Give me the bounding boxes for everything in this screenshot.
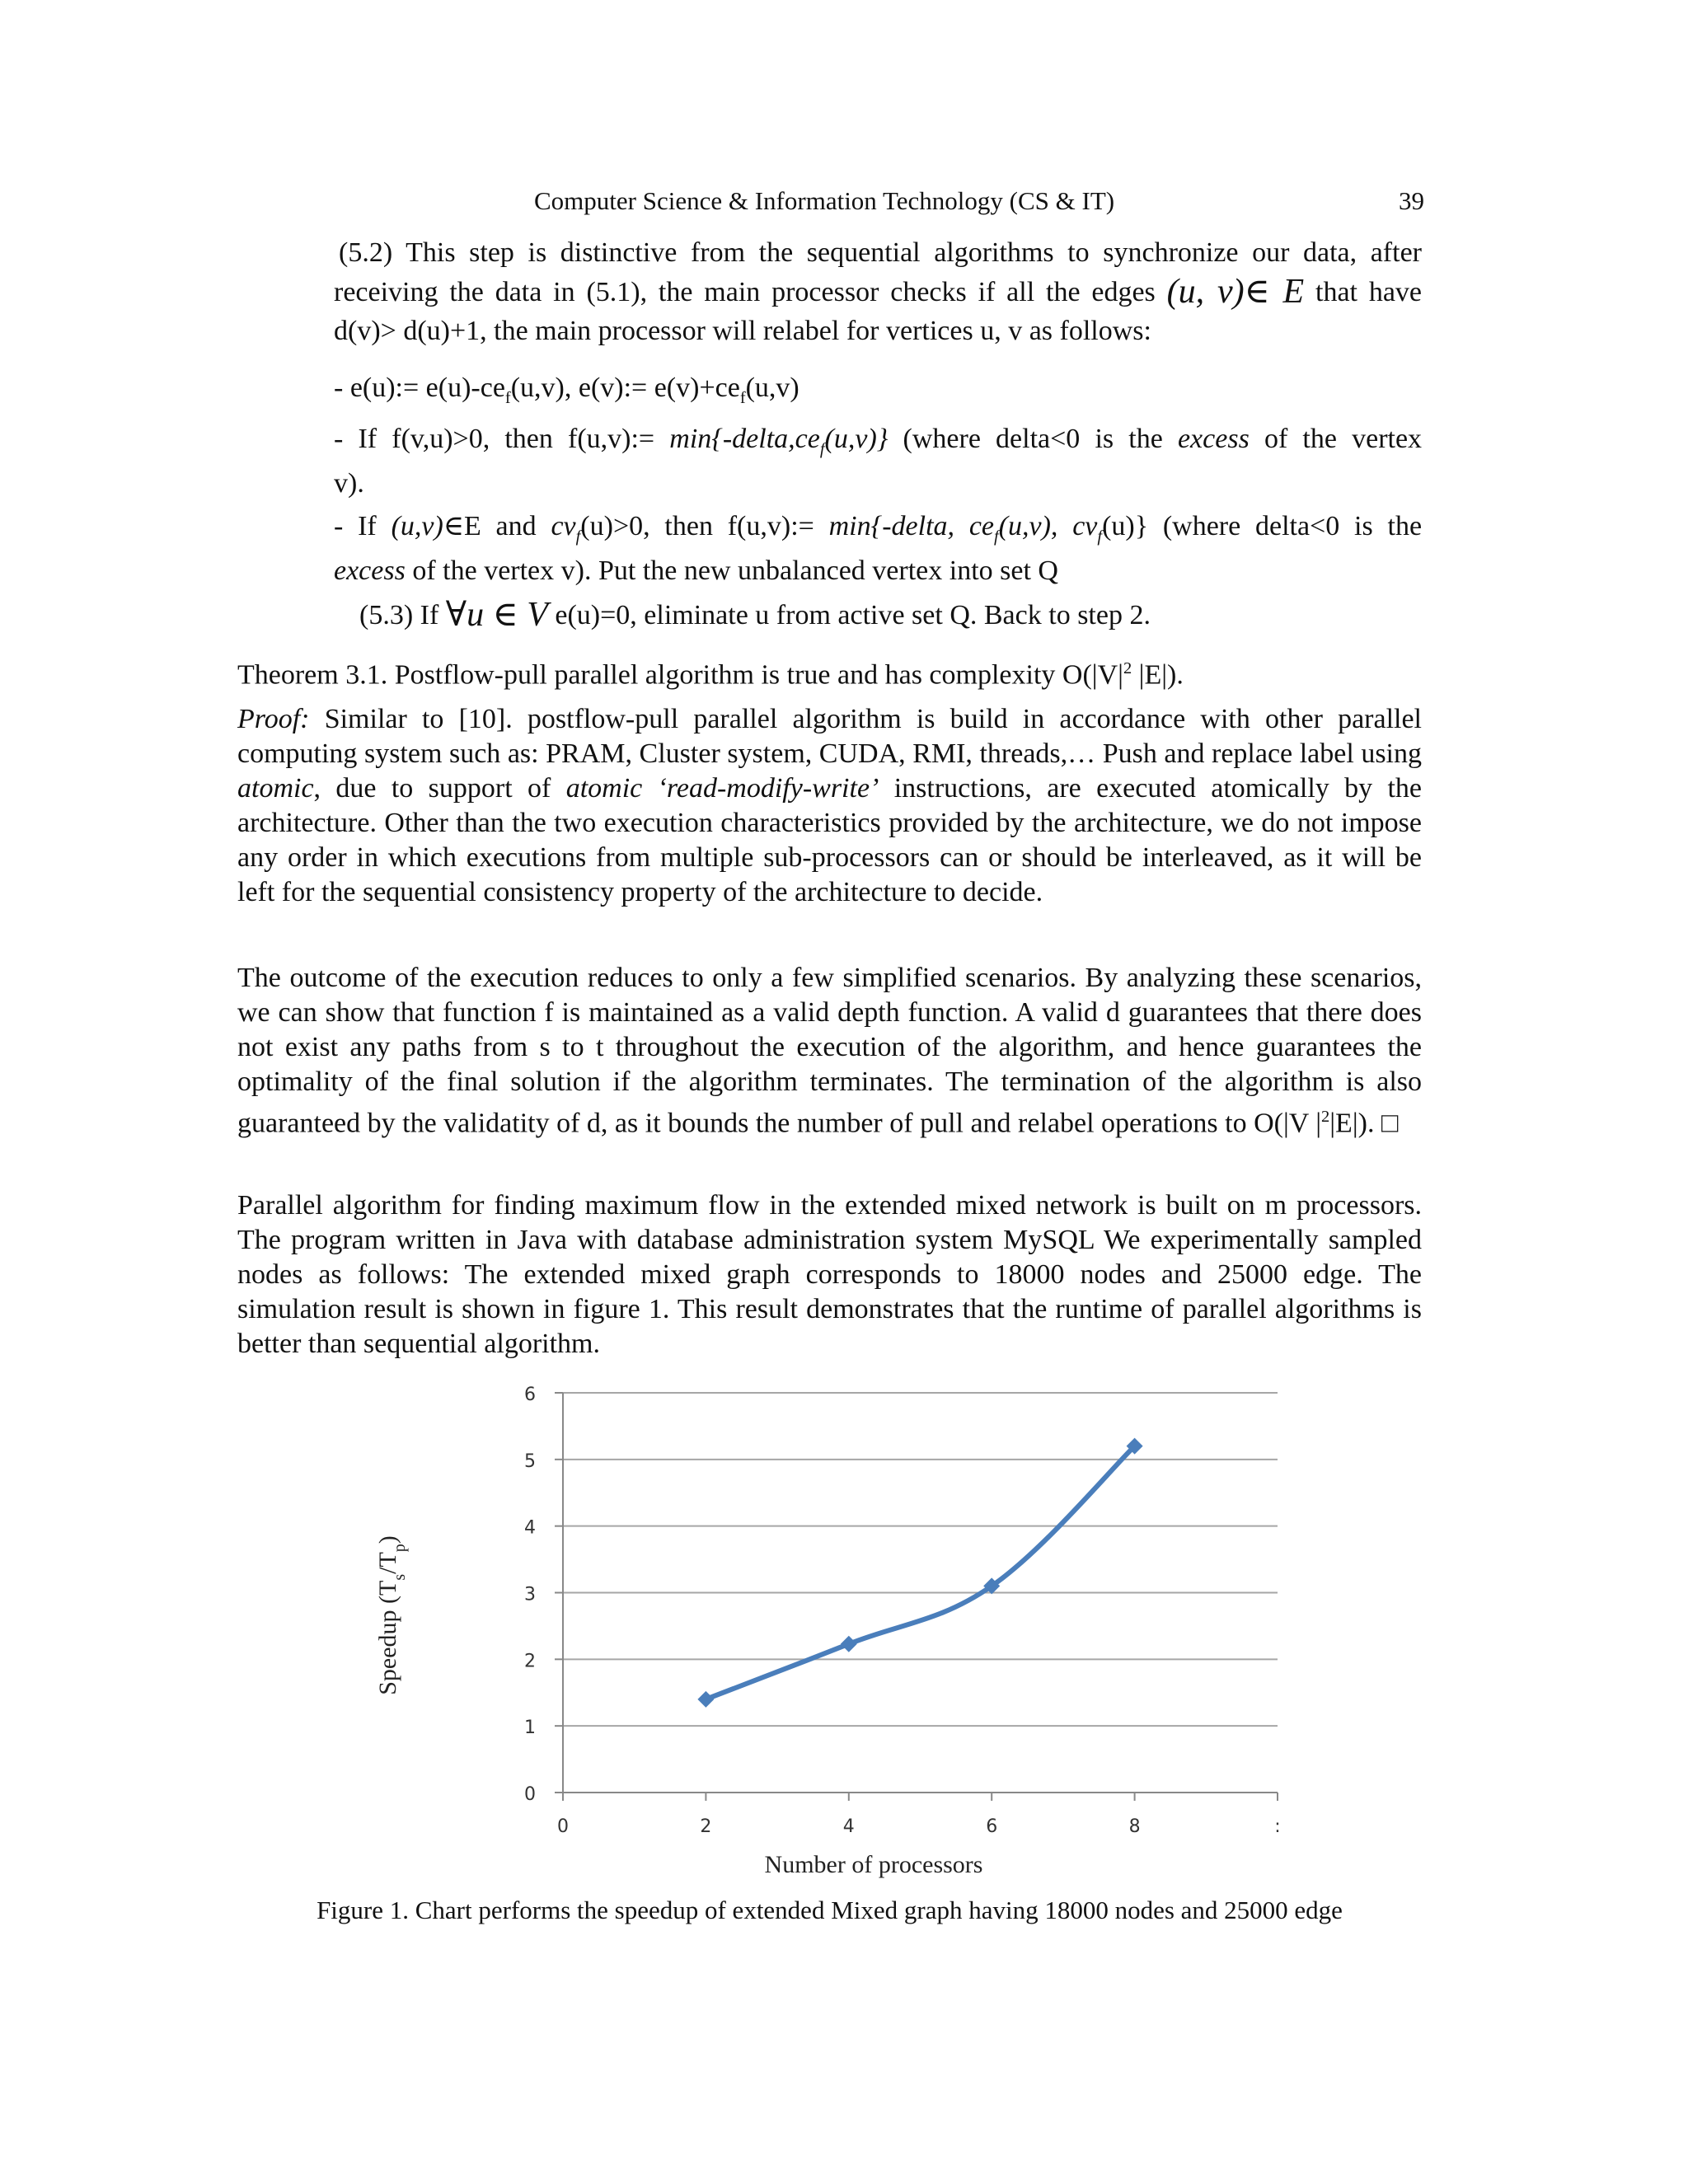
y-tick-label: 4 [524, 1517, 536, 1539]
running-header: Computer Science & Information Technology (CS & IT) [534, 186, 1115, 215]
x-tick-label: : [1274, 1816, 1281, 1837]
page-number: 39 [1399, 186, 1424, 215]
step-5-2 [334, 236, 1422, 349]
y-tick-label: 3 [524, 1584, 536, 1605]
series-line-speedup [706, 1446, 1134, 1699]
step-5-2-line3: d(v)> d(u)+1, the main processor will relabel for vertices u, v as follows: [334, 316, 1151, 346]
x-tick-label: 6 [986, 1816, 998, 1837]
data-point-2 [697, 1691, 714, 1708]
x-axis-label: Number of processors [764, 1851, 983, 1878]
speedup-chart [363, 1376, 1311, 1887]
y-tick-label: 1 [524, 1718, 536, 1739]
y-tick-label: 2 [524, 1651, 536, 1672]
y-tick-label: 0 [524, 1784, 536, 1805]
y-tick-label: 5 [524, 1451, 536, 1472]
step-5-2-line2: receiving the data in (5.1), the main processor checks if all the edges (u, v)∈ E that have [334, 273, 1423, 311]
relabel-rule-2: - If f(v,u)>0, then f(u,v):= $\min\{-delta,ce_f(u,v)\}$ (where delta<0 is the excess of the vertex v). [334, 424, 1423, 499]
proof-paragraph: Proof: Similar to [10]. postflow-pull parallel algorithm is build in accordance with other parallel computing system such as: PRAM, Cluster system, CUDA, RMI, threads,… Push and replace label using atomic, due to support of atomic ‘read-modify-write’ instructions, are executed atomically by the architecture. Other than the two execution characteristics provided by the architecture, we do not impose any order in which executions from multiple sub-processors can or should be interleaved, as it will be left for the sequential consistency property of the architecture to decide. [237, 704, 1423, 907]
relabel-rule-3: - If (u,v)∈E and $cv_f(u)>0$, then f(u,v):= min{-delta, $ce_f(u,v)$, $cv_f(u)$} (where delta<0 is the excess of the vertex v). Put the new unbalanced vertex into set Q [334, 511, 1423, 586]
step-5-3: (5.3) If ∀u ∈ V e(u)=0, eliminate u from active set Q. Back to step 2. [359, 596, 1151, 634]
y-axis-label: Speedup $(T_s/T_p)$ [374, 1535, 409, 1695]
forall-expression: ∀u ∈ V [445, 596, 548, 634]
y-tick-label: 6 [524, 1385, 536, 1405]
theorem-3-1: Theorem 3.1. Postflow-pull parallel algorithm is true and has complexity $O(|V|^2$ |E|). [237, 659, 1184, 691]
data-point-4 [841, 1636, 857, 1652]
x-tick-label: 4 [842, 1816, 855, 1837]
speedup-chart-svg [363, 1376, 1311, 1887]
figure-caption: Figure 1. Chart performs the speedup of extended Mixed graph having 18000 nodes and 25000 edge [316, 1896, 1343, 1924]
step-5-2-line1: (5.2) This step is distinctive from the sequential algorithms to synchronize our data, after [339, 237, 1422, 268]
relabel-rule-1: - e(u):= $e(u)-ce_f(u,v)$, e(v):= $e(v)+ce_f(u,v)$ [334, 373, 799, 407]
x-tick-label: 2 [700, 1816, 712, 1837]
outcome-paragraph: The outcome of the execution reduces to only a few simplified scenarios. By analyzing these scenarios, we can show that function f is maintained as a valid depth function. A valid d guarantees that there does not exist any paths from s to t throughout the execution of the algorithm, and hence guarantees the optimality of the final solution if the algorithm terminates. The termination of the algorithm is also guaranteed by the validatity of d, as it bounds the number of pull and relabel operations to O(|V $|^2|E|$). □ [237, 963, 1422, 1139]
x-tick-label: 0 [557, 1816, 569, 1837]
edge-expression: (u, v)∈ E [1166, 273, 1305, 311]
experiment-paragraph: Parallel algorithm for finding maximum flow in the extended mixed network is built on m processors. The program written in Java with database administration system MySQL We experimentally sampled nodes as follows: The extended mixed graph corresponds to 18000 nodes and 25000 edge. The simulation result is shown in figure 1. This result demonstrates that the runtime of parallel algorithms is better than sequential algorithm. [237, 1190, 1422, 1359]
x-tick-label: 8 [1128, 1816, 1141, 1837]
